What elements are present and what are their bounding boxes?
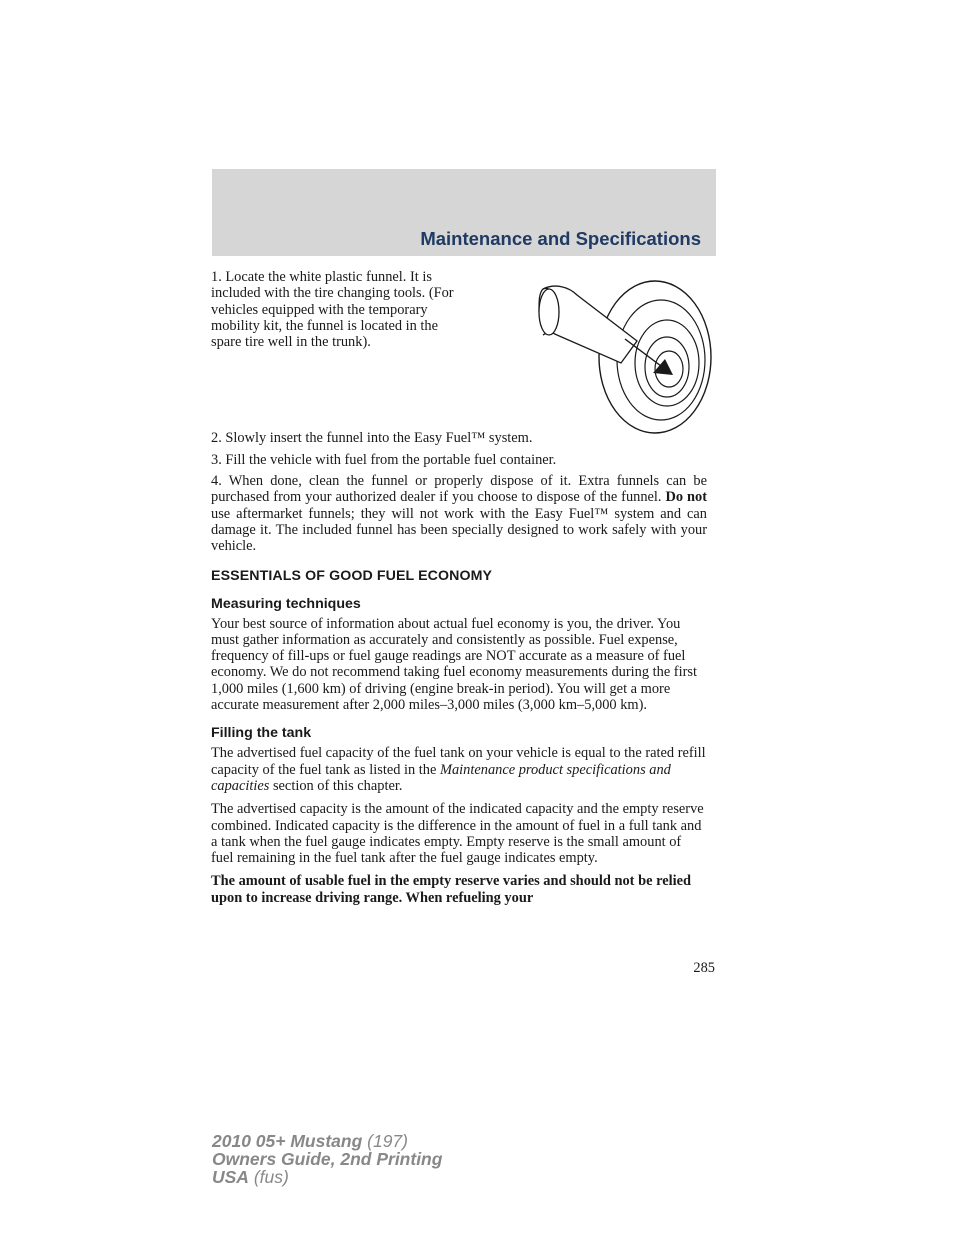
footer-line-2: Owners Guide, 2nd Printing xyxy=(212,1149,443,1169)
step-2-text: 2. Slowly insert the funnel into the Easy Fuel™ system. xyxy=(211,430,533,447)
filling-paragraph-3 xyxy=(211,873,707,906)
chapter-title: Maintenance and Specifications xyxy=(420,228,701,249)
page-number: 285 xyxy=(693,960,715,976)
step-4-text xyxy=(211,473,707,554)
document-footer xyxy=(212,1132,442,1186)
footer-region-code: (fus) xyxy=(248,1167,289,1187)
subsection-filling-heading: Filling the tank xyxy=(211,725,312,742)
page-content xyxy=(211,269,707,906)
footer-model-code: (197) xyxy=(362,1131,408,1151)
footer-region: USA xyxy=(212,1167,249,1187)
subsection-measuring-heading: Measuring techniques xyxy=(211,595,361,612)
footer-line-3 xyxy=(212,1168,442,1186)
filling-p1-reference: Maintenance product specifications and capacities xyxy=(211,761,671,794)
step-3-text: 3. Fill the vehicle with fuel from the portable fuel container. xyxy=(211,451,557,468)
step-4-part-a: 4. When done, clean the funnel or properly dispose of it. Extra funnels can be purchased from your authorized dealer if you choose to dispose of the funnel. xyxy=(211,473,707,506)
step-4-emphasis: Do not xyxy=(665,489,707,506)
section-title: ESSENTIALS OF GOOD FUEL ECONOMY xyxy=(211,567,493,584)
filling-p1-part-b: section of this chapter. xyxy=(269,777,403,794)
measuring-body: Your best source of information about actual fuel economy is you, the driver. You must gather information as accurately and consistently as possible. Fuel expense, frequency of fill-ups or fuel gauge readings are NOT accurate as a measure of fuel economy. We do not recommend taking fuel economy measurements during the first 1,000 miles (1,600 km) of driving (engine break-in period). You will get a more accurate measurement after 2,000 miles–3,000 miles (3,000 km–5,000 km). xyxy=(211,615,697,714)
funnel-into-fuel-filler-illustration xyxy=(517,277,717,437)
footer-line-1 xyxy=(212,1132,442,1150)
filling-p3-bold: The amount of usable fuel in the empty reserve varies and should not be relied upon to increase driving range. When refueling your xyxy=(211,873,691,906)
chapter-header xyxy=(212,169,716,256)
filling-paragraph-1 xyxy=(211,745,707,794)
footer-model: 2010 05+ Mustang xyxy=(212,1131,363,1151)
step-1-text: 1. Locate the white plastic funnel. It is included with the tire changing tools. (For vehicles equipped with the temporary mobility kit, the funnel is located in the spare tire well in the trunk). xyxy=(211,269,454,351)
filling-paragraph-2: The advertised capacity is the amount of the indicated capacity and the empty reserve combined. Indicated capacity is the difference in the amount of fuel in a full tank and a tank when the fuel gauge indicates empty. Empty reserve is the small amount of fuel remaining in the fuel tank after the fuel gauge indicates empty. xyxy=(211,801,704,867)
filling-p1-part-a: The advertised fuel capacity of the fuel tank on your vehicle is equal to the rated refill capacity of the fuel tank as listed in the xyxy=(211,745,706,778)
step-4-part-b: use aftermarket funnels; they will not work with the Easy Fuel™ system and can damage it. The included funnel has been specially designed to work safely with your vehicle. xyxy=(211,505,707,555)
